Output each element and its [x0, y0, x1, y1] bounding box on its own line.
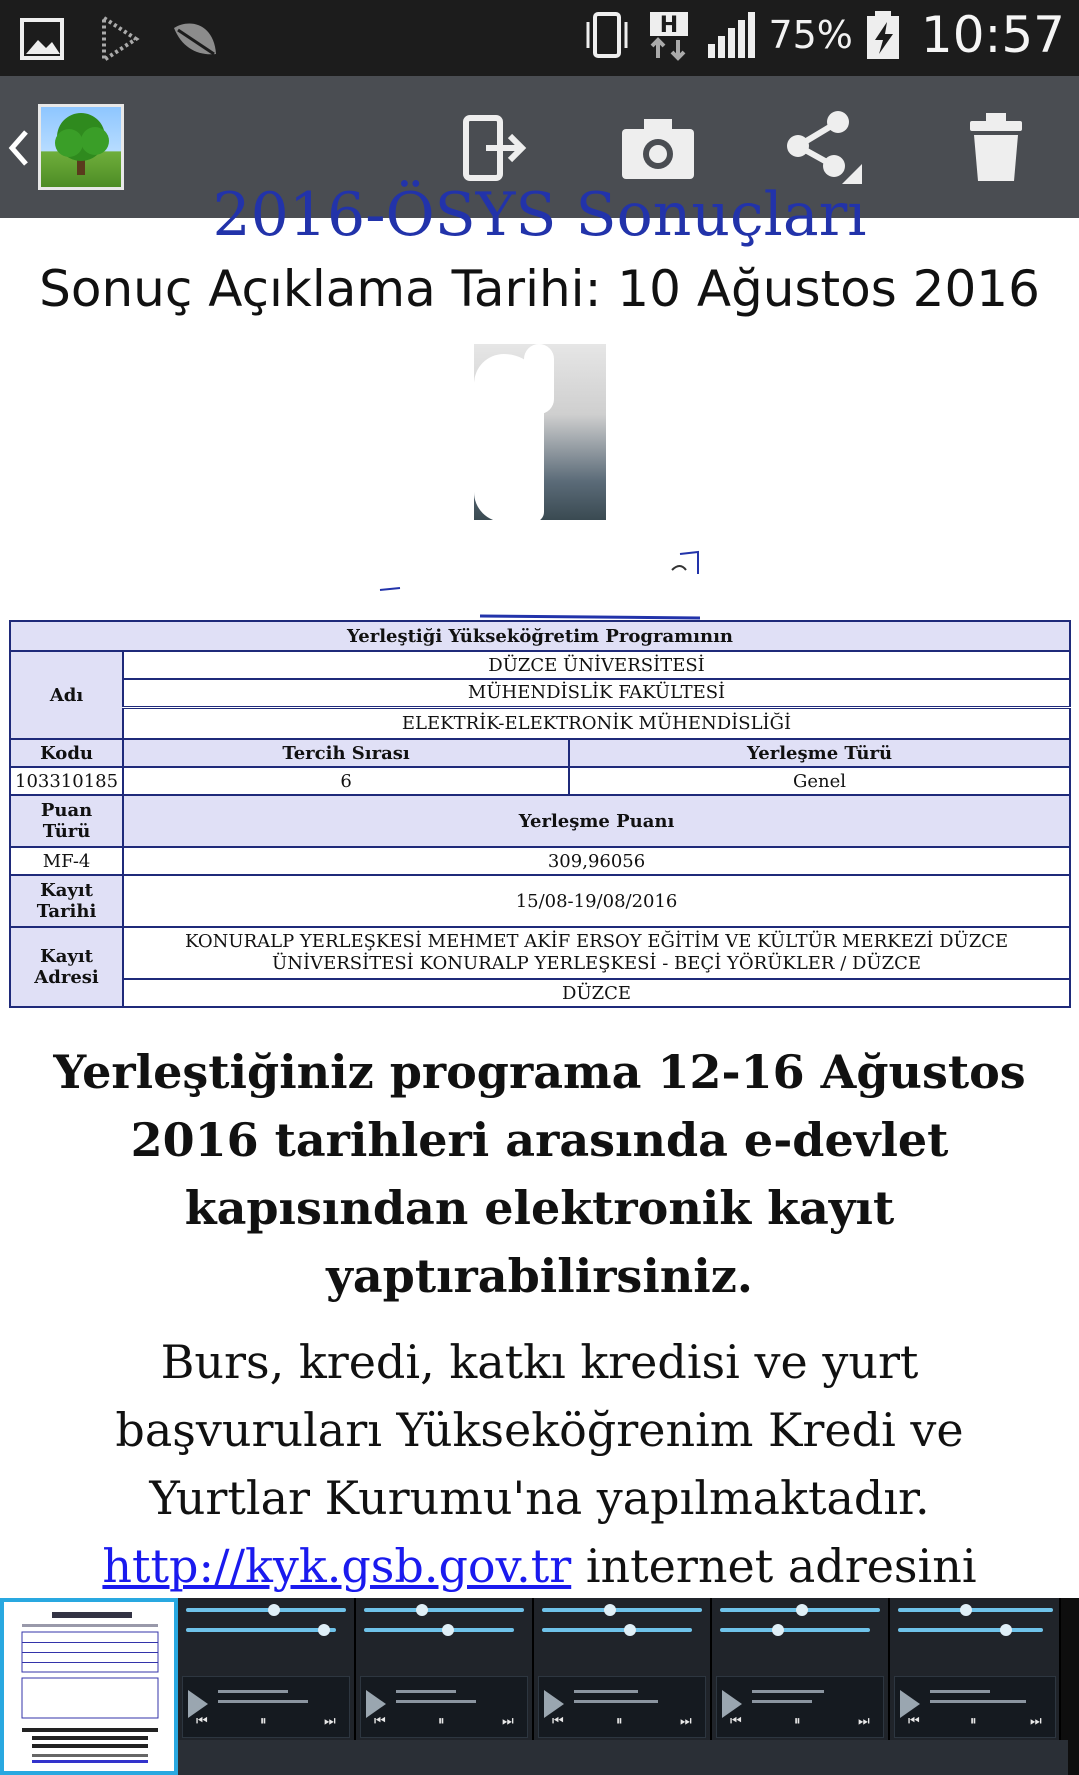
gallery-notification-icon: [18, 14, 68, 64]
track-line-2: [218, 1700, 308, 1703]
volume-bar-2: [898, 1628, 1043, 1632]
track-line: [574, 1690, 638, 1693]
prev-icon: ⏮: [908, 1714, 920, 1729]
volume-knob-2: [1000, 1624, 1012, 1636]
next-icon: ⏭: [324, 1714, 336, 1729]
kayit-tarihi-value: 15/08-19/08/2016: [123, 875, 1070, 927]
status-bar-left: [18, 14, 220, 64]
page-title-clipped: 2016-ÖSYS Sonuçları: [212, 180, 867, 250]
yerlesme-turu-label: Yerleşme Türü: [569, 739, 1070, 767]
kayit-tarihi-label: Kayıt Tarihi: [10, 875, 123, 927]
volume-bar: [542, 1608, 702, 1612]
share-button[interactable]: [780, 106, 864, 190]
volume-knob: [268, 1604, 280, 1616]
puan-turu-value: MF-4: [10, 847, 123, 875]
prev-icon: ⏮: [196, 1714, 208, 1729]
registration-notice: Yerleştiğiniz programa 12-16 Ağustos 2016 tarihleri arasında e-devlet kapısından elektronik kayıt yaptırabilirsiniz.: [53, 1045, 1026, 1303]
volume-knob: [796, 1604, 808, 1616]
puan-turu-label: Puan Türü: [10, 795, 123, 847]
gallery-thumbnail-icon[interactable]: [38, 104, 124, 190]
link-suffix: internet adresini: [571, 1539, 977, 1593]
next-icon: ⏭: [1030, 1714, 1042, 1729]
next-icon: ⏭: [858, 1714, 870, 1729]
volume-knob-2: [442, 1624, 454, 1636]
battery-charging-icon: [865, 10, 901, 60]
exit-icon: [458, 112, 530, 184]
yerlesme-puani-label: Yerleşme Puanı: [123, 795, 1070, 847]
kayit-adresi-city: DÜZCE: [123, 979, 1070, 1007]
notification-row: [534, 1740, 712, 1775]
volume-knob: [416, 1604, 428, 1616]
track-line-2: [930, 1700, 1026, 1703]
thumbnail-6[interactable]: [890, 1598, 1061, 1775]
pause-icon: ⏸: [438, 1714, 445, 1729]
thumbnail-5[interactable]: [712, 1598, 890, 1775]
redacted-signature: [380, 540, 700, 620]
volume-bar-2: [186, 1628, 336, 1632]
adi-label: Adı: [10, 651, 123, 739]
next-icon: ⏭: [502, 1714, 514, 1729]
signal-icon: [706, 10, 756, 60]
next-icon: ⏭: [680, 1714, 692, 1729]
yerlesme-turu-value: Genel: [569, 767, 1070, 795]
placement-table: [9, 620, 1071, 1008]
scholarship-notice-text: Burs, kredi, katkı kredisi ve yurt başvuruları Yükseköğrenim Kredi ve Yurtlar Kurumu'na yapılmaktadır.: [115, 1335, 964, 1525]
track-line: [752, 1690, 824, 1693]
volume-bar: [898, 1608, 1053, 1612]
prev-icon: ⏮: [552, 1714, 564, 1729]
thumbnail-strip[interactable]: [0, 1598, 1079, 1775]
table-section-header: Yerleştiği Yükseköğretim Programının: [10, 621, 1070, 651]
track-line-2: [574, 1700, 658, 1703]
status-bar: [0, 0, 1079, 76]
volume-knob-2: [772, 1624, 784, 1636]
back-chevron-icon[interactable]: [6, 126, 32, 170]
thumbnail-selected[interactable]: [0, 1598, 178, 1775]
network-type-label: H: [660, 13, 679, 38]
trash-icon: [966, 111, 1026, 185]
status-bar-right: [582, 6, 1065, 64]
volume-knob: [604, 1604, 616, 1616]
tree-image: [41, 107, 121, 187]
thumbnail-4[interactable]: [534, 1598, 712, 1775]
notification-row: [178, 1740, 356, 1775]
tercih-sirasi-label: Tercih Sırası: [123, 739, 569, 767]
volume-bar-2: [364, 1628, 514, 1632]
clock: 10:57: [920, 6, 1065, 64]
track-line-2: [752, 1700, 812, 1703]
play-store-icon: [94, 14, 144, 64]
volume-bar: [364, 1608, 524, 1612]
notification-row: [356, 1740, 534, 1775]
yerlesme-puani-value: 309,96056: [123, 847, 1070, 875]
scholarship-notice: [40, 1328, 1039, 1600]
faculty-name: MÜHENDİSLİK FAKÜLTESİ: [123, 679, 1070, 707]
program-name: ELEKTRİK-ELEKTRONİK MÜHENDİSLİĞİ: [123, 707, 1070, 739]
volume-bar: [186, 1608, 346, 1612]
camera-icon: [620, 113, 696, 183]
university-name: DÜZCE ÜNİVERSİTESİ: [123, 651, 1070, 679]
pause-icon: ⏸: [616, 1714, 623, 1729]
result-date-line: Sonuç Açıklama Tarihi: 10 Ağustos 2016: [39, 260, 1040, 318]
track-line-2: [396, 1700, 476, 1703]
volume-bar-2: [720, 1628, 870, 1632]
leaf-icon: [170, 14, 220, 64]
track-line: [396, 1690, 456, 1693]
kodu-label: Kodu: [10, 739, 123, 767]
kayit-adresi-label: Kayıt Adresi: [10, 927, 123, 1007]
track-line: [930, 1690, 990, 1693]
network-h-icon: [644, 10, 694, 60]
pause-icon: ⏸: [970, 1714, 977, 1729]
prev-icon: ⏮: [374, 1714, 386, 1729]
share-icon: [782, 108, 862, 188]
tercih-sirasi-value: 6: [123, 767, 569, 795]
candidate-photo-redacted: [474, 344, 606, 520]
notification-row: [712, 1740, 890, 1775]
battery-percent: 75%: [768, 13, 853, 57]
volume-knob: [960, 1604, 972, 1616]
mini-document-preview: [12, 1608, 168, 1768]
volume-knob-2: [624, 1624, 636, 1636]
track-line: [218, 1690, 288, 1693]
thumbnail-2[interactable]: [178, 1598, 356, 1775]
screenshot-content[interactable]: [0, 180, 1079, 1598]
volume-bar-2: [542, 1628, 692, 1632]
prev-icon: ⏮: [730, 1714, 742, 1729]
notification-row: [890, 1740, 1068, 1775]
delete-button[interactable]: [954, 106, 1038, 190]
kyk-link[interactable]: http://kyk.gsb.gov.tr: [102, 1539, 572, 1593]
pause-icon: ⏸: [794, 1714, 801, 1729]
redaction-mark-2: [524, 344, 554, 414]
kodu-value: 103310185: [10, 767, 123, 795]
vibrate-icon: [582, 10, 632, 60]
pause-icon: ⏸: [260, 1714, 267, 1729]
volume-knob-2: [318, 1624, 330, 1636]
camera-button[interactable]: [616, 106, 700, 190]
thumbnail-3[interactable]: [356, 1598, 534, 1775]
kayit-adresi-value: KONURALP YERLEŞKESİ MEHMET AKİF ERSOY EĞİTİM VE KÜLTÜR MERKEZİ DÜZCE ÜNİVERSİTESİ KONURALP YERLEŞKESİ - BEÇİ YÖRÜKLER / DÜZCE: [123, 927, 1070, 979]
exit-button[interactable]: [452, 106, 536, 190]
